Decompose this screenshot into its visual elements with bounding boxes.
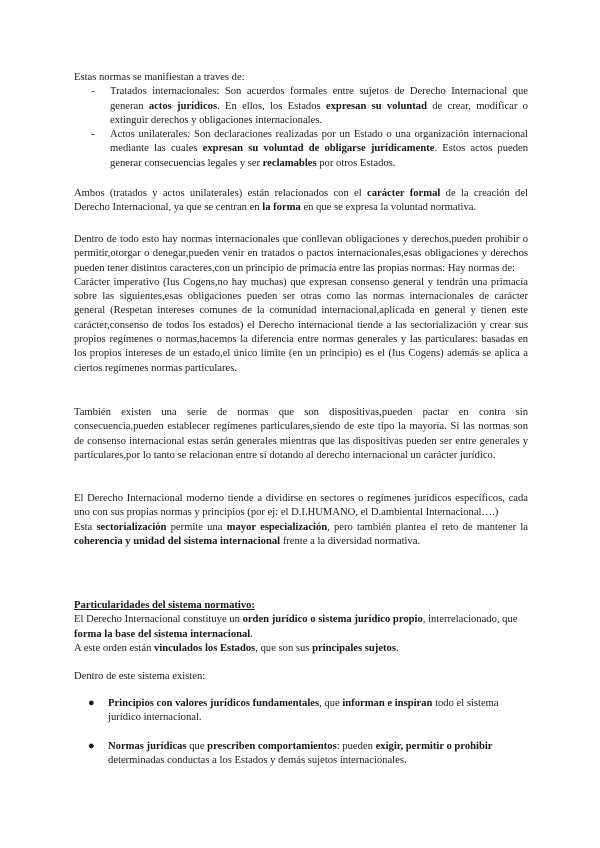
list-item-normas: ● Normas jurídicas que prescriben comportamientos: pueden exigir, permitir o prohibir determinadas conductas a los Estados y demás sujetos internacionales. (88, 740, 493, 767)
bullet-normas (74, 740, 528, 769)
bullet-icon: ● (88, 740, 95, 752)
list-item-tratados: - Tratados internacionales: Son acuerdos formales entre sujetos de Derecho Internacional que generan actos jurídicos. En ellos, los Estados expresan su voluntad de crear, modificar o extinguir derechos y obligaciones internacionales. (91, 86, 528, 126)
paragraph-moderno (74, 492, 528, 549)
paragraph-moderno-2: Esta sectorialización permite una mayor especialización, pero también plantea el reto de mantener la coherencia y unidad del sistema internacional frente a la diversidad normativa. (74, 521, 529, 547)
intro-text: Estas normas se manifiestan a traves de: (74, 72, 245, 83)
intro-block (74, 71, 528, 171)
list-marker: - (91, 86, 95, 98)
list-item-principios: ● Principios con valores jurídicos fundamentales, que informan e inspiran todo el sistema jurídico internacional. (88, 697, 499, 724)
bullet-icon: ● (88, 697, 95, 709)
list-item-actos: - Actos unilaterales: Son declaraciones realizadas por un Estado o una organización internacional mediante las cuales expresan su voluntad de obligarse jurídicamente. Estos actos pueden generar consecuencias legales y ser reclamables por otros Estados. (91, 129, 528, 169)
paragraph-dentro (74, 233, 528, 376)
sources-list (74, 85, 528, 171)
bullet-principios (74, 697, 528, 726)
section-title: Particularidades del sistema normativo: (74, 600, 255, 611)
paragraph-tambien: También existen una serie de normas que son dispositivas,pueden pactar en contra sin consecuencia,pueden establecer regímenes particulares,siendo de este tipo la mayoría. Si las normas son de consenso internacional estas serán generales mientras que las dispositivas pueden ser entre generales y particulares,por lo tanto se relacionan entre sí dotando al derecho internacional un carácter jurídico. (74, 407, 528, 461)
section-particularidades (74, 599, 528, 656)
section-line-2: A este orden están vinculados los Estados, que son sus principales sujetos. (74, 642, 399, 654)
dentro-sistema: Dentro de este sistema existen: (74, 671, 206, 682)
paragraph-moderno-1: El Derecho Internacional moderno tiende a dividirse en sectores o regímenes jurídicos específicos, cada uno con sus propias normas y principios (por ej: el D.I.HUMANO, el D.ambiental Internacional….) (74, 493, 528, 519)
paragraph-dentro-2: Carácter imperativo (Ius Cogens,no hay muchas) que expresan consenso general y tendrán una primacía sobre las siguientes,esas obligaciones pueden ser otras como las normas internacionales de carácter general (Respetan intereses comunes de la comunidad internacional,aplicada en general y tienen este carácter,consenso de todos los estados) el Derecho internacional tiende a las sectorialización y crear sus propios regímenes o normas,hacemos la diferencia entre normas generales y las particulares: basadas en los propios intereses de un estado,el único límite (en un principio) es el (Ius Cogens) además se aplica a ciertos regímenes normas particulares. (74, 276, 528, 374)
paragraph-ambos: Ambos (tratados y actos unilaterales) están relacionados con el carácter formal de la creación del Derecho Internacional, ya que se centran en la forma en que se expresa la voluntad normativa. (74, 188, 528, 214)
list-marker: - (91, 129, 95, 141)
paragraph-dentro-1: Dentro de todo esto hay normas internacionales que conllevan obligaciones y derechos,pueden prohibir o permitir,otorgar o denegar,pueden venir en tratados o pactos internacionales,esas obligaciones y derechos pueden tener distintos caracteres,con un principio de primacía entre las propias normas: Hay normas de: (74, 234, 528, 274)
section-line-1: El Derecho Internacional constituye un orden jurídico o sistema jurídico propio, interrelacionado, que forma la base del sistema internacional. (74, 614, 518, 640)
